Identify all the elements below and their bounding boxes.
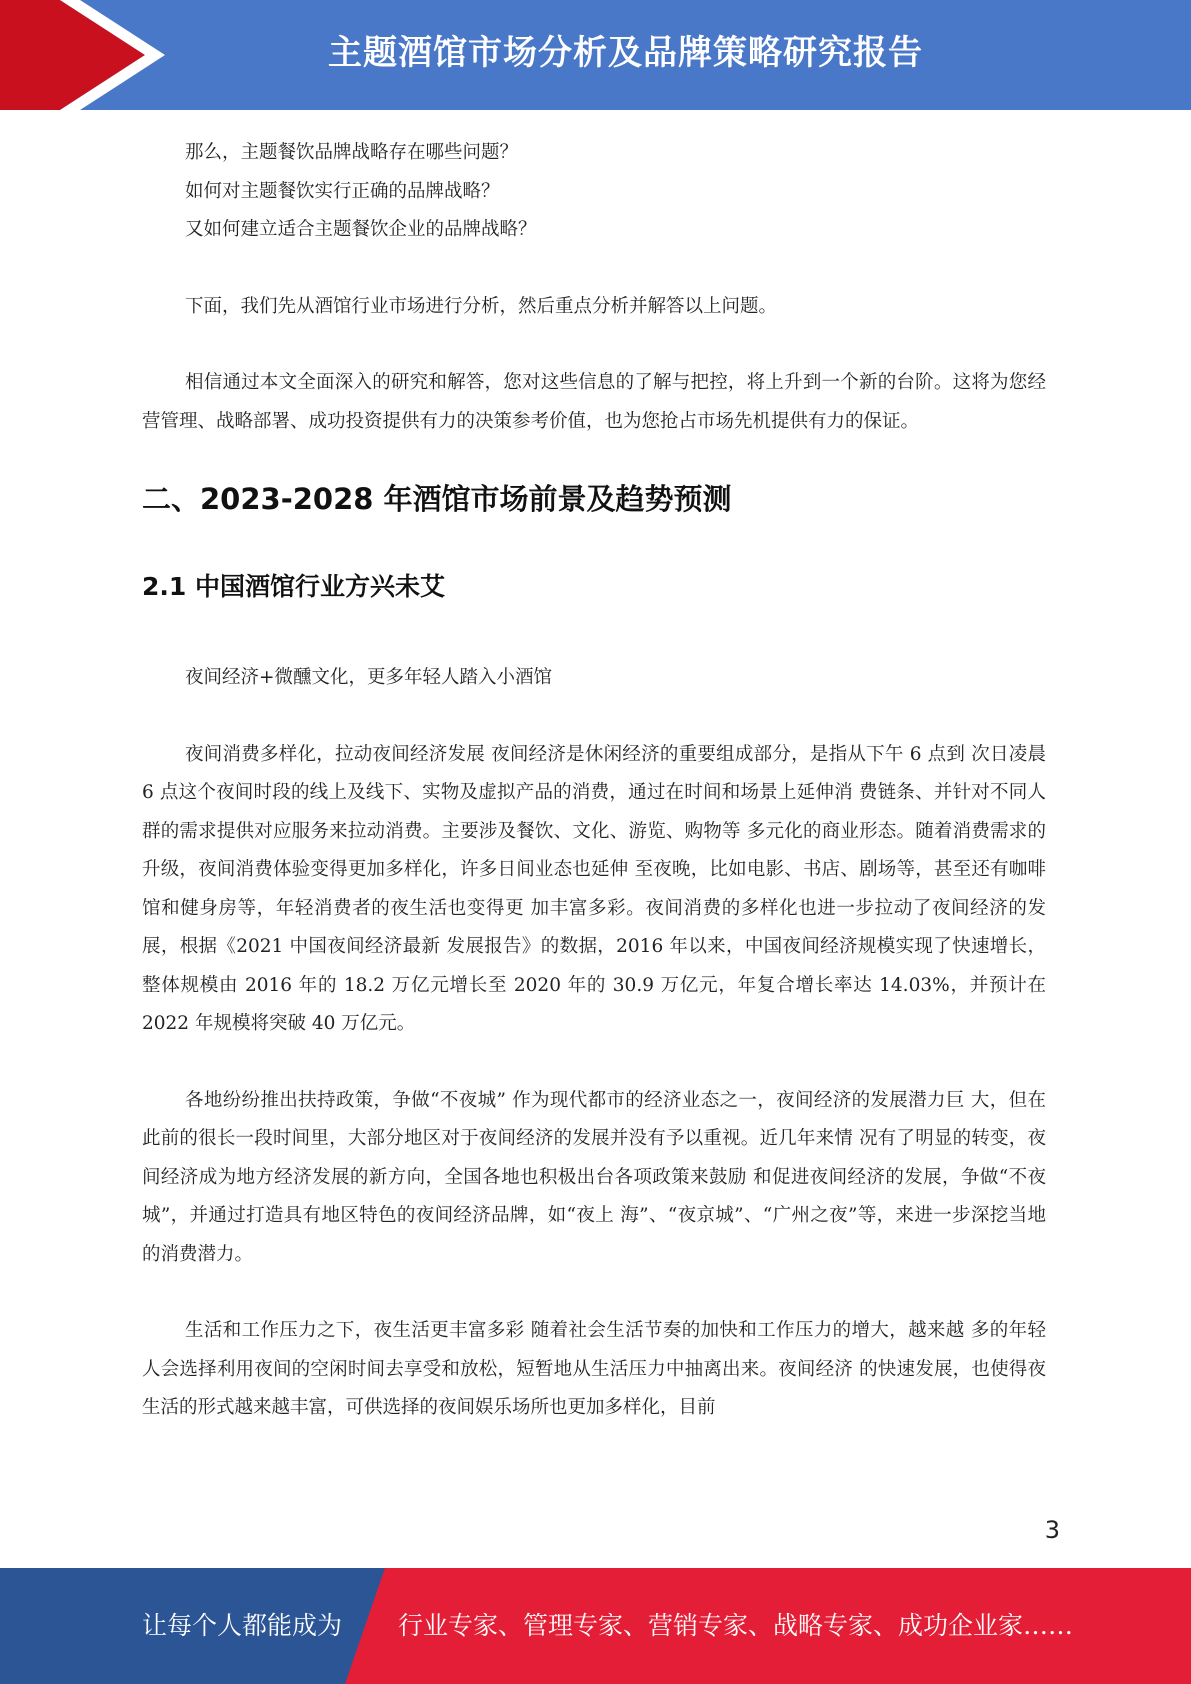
belief-paragraph: 相信通过本文全面深入的研究和解答，您对这些信息的了解与把控，将上升到一个新的台阶。这将为您经营管理、战略部署、成功投资提供有力的决策参考价值，也为您抢占市场先机提供有力的保证。 [142, 372, 1046, 432]
intro-paragraph: 下面，我们先从酒馆行业市场进行分析，然后重点分析并解答以上问题。 [185, 295, 778, 317]
subsection-heading: 2.1 中国酒馆行业方兴未艾 [142, 572, 445, 601]
page-number: 3 [1044, 1516, 1060, 1544]
body-paragraph-3: 生活和工作压力之下，夜生活更丰富多彩 随着社会生活节奏的加快和工作压力的增大，越来越 多的年轻人会选择利用夜间的空闲时间去享受和放松，短暂地从生活压力中抽离出来。夜间经济 的快速发展，也使得夜生活的形式越来越丰富，可供选择的夜间娱乐场所也更加多样化，目前 [142, 1320, 1046, 1418]
question-line: 如何对主题餐饮实行正确的品牌战略？ [185, 180, 500, 202]
page-header [0, 0, 1191, 110]
question-line: 又如何建立适合主题餐饮企业的品牌战略？ [185, 219, 537, 240]
question-line: 那么，主题餐饮品牌战略存在哪些问题？ [185, 142, 519, 163]
report-title: 主题酒馆市场分析及品牌策略研究报告 [328, 33, 923, 73]
body-paragraph-1: 夜间消费多样化，拉动夜间经济发展 夜间经济是休闲经济的重要组成部分，是指从下午 6 点到 次日凌晨 6 点这个夜间时段的线上及线下、实物及虚拟产品的消费，通过在时间和场景上延伸消 费链条、并针对不同人群的需求提供对应服务来拉动消费。主要涉及餐饮、文化、游览、购物等 多元化的商业形态。随着消费需求的升级，夜间消费体验变得更加多样化，许多日间业态也延伸 至夜晚，比如电影、书店、剧场等，甚至还有咖啡馆和健身房等，年轻消费者的夜生活也变得更 加丰富多彩。夜间消费的多样化也进一步拉动了夜间经济的发展，根据《2021 中国夜间经济最新 发展报告》的数据，2016 年以来，中国夜间经济规模实现了快速增长，整体规模由 2016 年的 18.2 万亿元增长至 2020 年的 30.9 万亿元，年复合增长率达 14.03%，并预计在 2022 年规模将突破 40 万亿元。 [142, 743, 1046, 1034]
body-paragraph-2: 各地纷纷推出扶持政策，争做“不夜城” 作为现代都市的经济业态之一，夜间经济的发展潜力巨 大，但在此前的很长一段时间里，大部分地区对于夜间经济的发展并没有予以重视。近几年来情 况有了明显的转变，夜间经济成为地方经济发展的新方向，全国各地也积极出台各项政策来鼓励 和促进夜间经济的发展，争做“不夜城”，并通过打造具有地区特色的夜间经济品牌，如“夜上 海”、“夜京城”、“广州之夜”等，来进一步深挖当地的消费潜力。 [142, 1089, 1046, 1265]
document-body [142, 134, 1046, 1428]
page-footer [0, 1568, 1191, 1684]
lead-paragraph: 夜间经济+微醺文化，更多年轻人踏入小酒馆 [185, 667, 553, 688]
footer-slogan-right: 行业专家、管理专家、营销专家、战略专家、成功企业家…… [398, 1611, 1074, 1640]
section-heading: 二、2023-2028 年酒馆市场前景及趋势预测 [142, 482, 732, 516]
footer-slogan-left: 让每个人都能成为 [142, 1611, 343, 1640]
